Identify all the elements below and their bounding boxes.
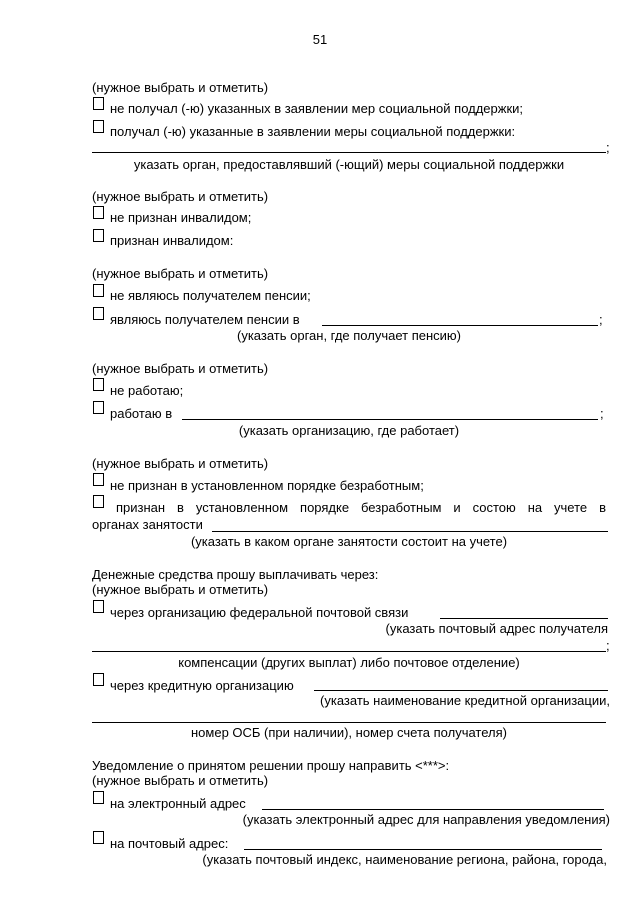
option-email: на электронный адрес bbox=[110, 796, 246, 811]
employer-caption: (указать организацию, где работает) bbox=[238, 423, 460, 438]
option-not-disabled: не признан инвалидом; bbox=[110, 210, 252, 225]
option-unemployed bbox=[116, 500, 606, 516]
employment-office-field[interactable] bbox=[212, 531, 608, 532]
postal-address-field[interactable] bbox=[440, 618, 608, 619]
email-field[interactable] bbox=[262, 809, 604, 810]
option-not-working: не работаю; bbox=[110, 383, 184, 398]
option-unemployed-word: признан bbox=[116, 500, 166, 515]
option-unemployed-line2: органах занятости bbox=[92, 517, 203, 532]
bank-account-caption: номер ОСБ (при наличии), номер счета получателя) bbox=[191, 725, 507, 740]
checkbox-bank[interactable] bbox=[93, 673, 104, 686]
bank-account-field[interactable] bbox=[92, 722, 606, 723]
bank-name-field[interactable] bbox=[314, 690, 608, 691]
postal-notification-caption: (указать почтовый индекс, наименование региона, района, города, bbox=[202, 852, 607, 867]
section6-hint: (нужное выбрать и отметить) bbox=[92, 582, 269, 597]
employment-office-caption: (указать в каком органе занятости состоит на учете) bbox=[190, 534, 508, 549]
support-authority-end: ; bbox=[606, 140, 610, 155]
section4-hint: (нужное выбрать и отметить) bbox=[92, 361, 269, 376]
support-authority-caption: указать орган, предоставлявший (-ющий) меры социальной поддержки bbox=[133, 157, 565, 172]
email-caption: (указать электронный адрес для направления уведомления) bbox=[242, 812, 610, 827]
postal-address-caption: (указать почтовый адрес получателя bbox=[385, 621, 608, 636]
option-bank: через кредитную организацию bbox=[110, 678, 294, 693]
checkbox-postal[interactable] bbox=[93, 600, 104, 613]
section3-hint: (нужное выбрать и отметить) bbox=[92, 266, 269, 281]
checkbox-received-support[interactable] bbox=[93, 120, 104, 133]
option-not-pensioner: не являюсь получателем пенсии; bbox=[110, 288, 311, 303]
checkbox-not-working[interactable] bbox=[93, 378, 104, 391]
option-postal-notification: на почтовый адрес: bbox=[110, 836, 229, 851]
payment-method-title: Денежные средства прошу выплачивать через: bbox=[92, 567, 379, 582]
employer-end: ; bbox=[600, 406, 604, 421]
option-unemployed-word: состою bbox=[472, 500, 516, 515]
section7-hint: (нужное выбрать и отметить) bbox=[92, 773, 269, 788]
option-disabled: признан инвалидом: bbox=[110, 233, 234, 248]
employer-field[interactable] bbox=[182, 419, 598, 420]
checkbox-unemployed[interactable] bbox=[93, 495, 104, 508]
option-working: работаю в bbox=[110, 406, 173, 421]
option-unemployed-word: в bbox=[599, 500, 606, 515]
checkbox-not-unemployed[interactable] bbox=[93, 473, 104, 486]
option-unemployed-word: и bbox=[453, 500, 461, 515]
postal-address-field-2[interactable] bbox=[92, 651, 606, 652]
option-pensioner: являюсь получателем пенсии в bbox=[110, 312, 300, 327]
pension-authority-field[interactable] bbox=[322, 325, 598, 326]
support-authority-field[interactable] bbox=[92, 152, 606, 153]
option-postal: через организацию федеральной почтовой связи bbox=[110, 605, 409, 620]
postal-notification-field[interactable] bbox=[244, 849, 602, 850]
postal-address-end: ; bbox=[606, 638, 610, 653]
checkbox-disabled[interactable] bbox=[93, 229, 104, 242]
postal-office-caption: компенсации (других выплат) либо почтовое отделение) bbox=[178, 655, 520, 670]
option-unemployed-word: безработным bbox=[361, 500, 442, 515]
section1-hint: (нужное выбрать и отметить) bbox=[92, 80, 269, 95]
option-not-received-support: не получал (-ю) указанных в заявлении мер социальной поддержки; bbox=[110, 101, 524, 116]
checkbox-not-disabled[interactable] bbox=[93, 206, 104, 219]
option-received-support: получал (-ю) указанные в заявлении меры социальной поддержки: bbox=[110, 124, 516, 139]
checkbox-postal-notification[interactable] bbox=[93, 831, 104, 844]
option-not-unemployed: не признан в установленном порядке безработным; bbox=[110, 478, 424, 493]
section2-hint: (нужное выбрать и отметить) bbox=[92, 189, 269, 204]
notification-title: Уведомление о принятом решении прошу направить <***>: bbox=[92, 758, 450, 773]
option-unemployed-word: установленном bbox=[195, 500, 289, 515]
bank-name-caption: (указать наименование кредитной организации, bbox=[320, 693, 610, 708]
page-number: 51 bbox=[312, 32, 328, 47]
option-unemployed-word: порядке bbox=[300, 500, 350, 515]
checkbox-not-pensioner[interactable] bbox=[93, 284, 104, 297]
pension-authority-end: ; bbox=[599, 312, 603, 327]
checkbox-working[interactable] bbox=[93, 401, 104, 414]
checkbox-pensioner[interactable] bbox=[93, 307, 104, 320]
checkbox-not-received-support[interactable] bbox=[93, 97, 104, 110]
option-unemployed-word: в bbox=[177, 500, 184, 515]
checkbox-email[interactable] bbox=[93, 791, 104, 804]
option-unemployed-word: учете bbox=[554, 500, 588, 515]
option-unemployed-word: на bbox=[527, 500, 543, 515]
pension-authority-caption: (указать орган, где получает пенсию) bbox=[237, 328, 461, 343]
section5-hint: (нужное выбрать и отметить) bbox=[92, 456, 269, 471]
